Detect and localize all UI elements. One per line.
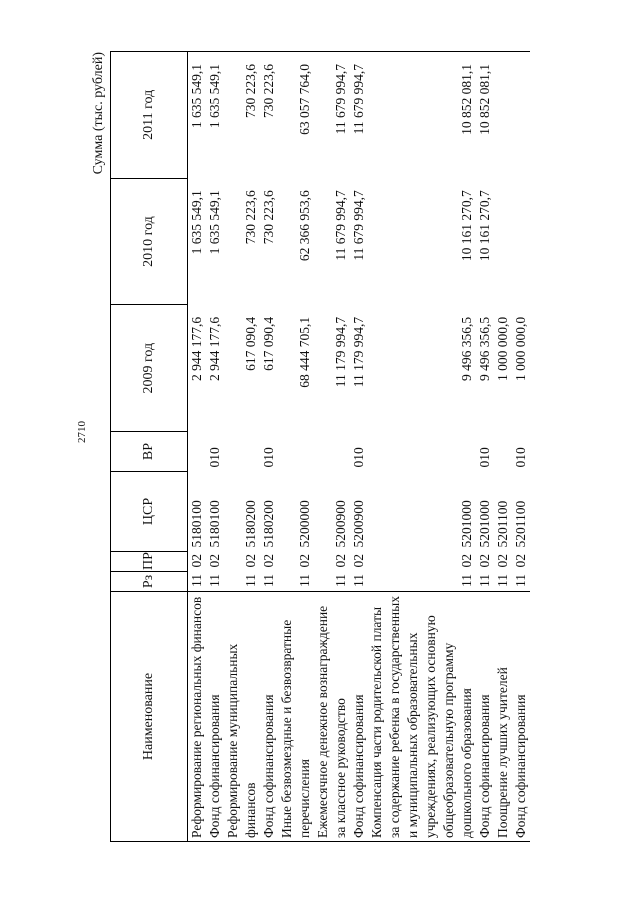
row-vr: [188, 432, 207, 472]
row-2010: 1 635 549,1: [207, 190, 222, 255]
header-csr: ЦСР: [111, 472, 188, 552]
row-2010: 11 679 994,7: [351, 190, 366, 261]
row-vr: 010: [477, 447, 492, 468]
row-name: Реформирование муниципальных финансов: [224, 592, 260, 842]
row-2009: 2 944 177,6: [207, 316, 222, 381]
row-rz: 11: [495, 574, 510, 587]
row-rz: 11: [207, 574, 222, 587]
row-2011: 11 679 994,7: [314, 52, 350, 179]
row-2011: 730 223,6: [260, 52, 278, 179]
row-name: Фонд софинансирования: [512, 592, 530, 842]
row-2009: 11 179 994,7: [333, 316, 348, 388]
row-pr: 02: [261, 554, 276, 568]
row-2010: 1 635 549,1: [189, 190, 204, 255]
row-csr: 5200900: [351, 500, 366, 548]
row-pr: 02: [207, 554, 222, 568]
row-2011: 730 223,6: [224, 52, 260, 179]
table-row: [476, 52, 494, 842]
row-2011: 10 852 081,1: [476, 52, 494, 179]
table-row: [350, 52, 368, 842]
row-vr: 010: [207, 447, 222, 468]
table-header-row: [111, 52, 188, 842]
row-2009: 11 179 994,7: [351, 316, 366, 388]
row-rz: 11: [243, 574, 258, 587]
row-rz: 11: [459, 574, 474, 587]
row-pr: 02: [477, 554, 492, 568]
row-2009: 1 000 000,0: [513, 316, 528, 381]
row-csr: 5200900: [333, 500, 348, 548]
row-2011: 1 635 549,1: [188, 52, 207, 179]
header-pr: ПР: [111, 552, 188, 572]
table-row: [188, 52, 207, 842]
row-csr: 5201000: [477, 500, 492, 548]
row-2011: [494, 52, 512, 179]
header-2009: 2009 год: [111, 305, 188, 432]
row-name: Поощрение лучших учителей: [494, 592, 512, 842]
row-pr: 02: [513, 554, 528, 568]
row-pr: 02: [459, 554, 474, 568]
row-2010: 730 223,6: [243, 190, 258, 245]
row-vr: [368, 432, 476, 472]
row-2010: 10 161 270,7: [459, 190, 474, 262]
row-csr: 5180200: [243, 500, 258, 548]
row-2011: [512, 52, 530, 179]
header-name: Наименование: [111, 592, 188, 842]
row-vr: 010: [261, 447, 276, 468]
row-csr: 5201000: [459, 500, 474, 548]
row-rz: 11: [261, 574, 276, 587]
row-2011: 63 057 764,0: [278, 52, 314, 179]
row-pr: 02: [189, 554, 204, 568]
header-2010: 2010 год: [111, 178, 188, 305]
table-row: [512, 52, 530, 842]
table-row: [224, 52, 260, 842]
header-2011: 2011 год: [111, 52, 188, 179]
row-name: Фонд софинансирования: [206, 592, 224, 842]
row-name: Реформирование региональных финансов: [188, 592, 207, 842]
row-csr: 5180100: [189, 500, 204, 548]
row-name: Фонд софинансирования: [260, 592, 278, 842]
row-2010: 11 679 994,7: [333, 190, 348, 261]
row-csr: 5180200: [261, 500, 276, 548]
row-name: Иные безвозмездные и безвозвратные перечисления: [278, 592, 314, 842]
row-csr: 5200000: [297, 500, 312, 548]
row-name: Компенсация части родительской платы за содержание ребенка в государственных и муниципальных образовательных учреждениях, реализующих основную общеобразовательную программу дошкольного образования: [368, 592, 476, 842]
row-2009: 68 444 705,1: [297, 316, 312, 388]
row-2010: 62 366 953,6: [297, 190, 312, 262]
row-pr: 02: [297, 554, 312, 568]
row-vr: [278, 432, 314, 472]
row-csr: 5180100: [207, 500, 222, 548]
row-2010: 10 161 270,7: [477, 190, 492, 262]
row-2010: [494, 178, 512, 305]
row-2010: [512, 178, 530, 305]
row-2009: 2 944 177,6: [189, 316, 204, 381]
rotated-page-content: [90, 52, 545, 842]
row-csr: 5201100: [513, 500, 528, 548]
header-vr: ВР: [111, 432, 188, 472]
row-vr: 010: [351, 447, 366, 468]
row-2009: 617 090,4: [261, 316, 276, 371]
row-2010: 730 223,6: [261, 190, 276, 245]
row-vr: 010: [513, 447, 528, 468]
table-row: [368, 52, 476, 842]
row-rz: 11: [189, 574, 204, 587]
row-vr: [494, 432, 512, 472]
row-pr: 02: [333, 554, 348, 568]
row-2009: 9 496 356,5: [477, 316, 492, 381]
row-name: Фонд софинансирования: [476, 592, 494, 842]
row-name: Ежемесячное денежное вознаграждение за классное руководство: [314, 592, 350, 842]
row-pr: 02: [351, 554, 366, 568]
row-rz: 11: [351, 574, 366, 587]
table-row: [206, 52, 224, 842]
row-2009: 617 090,4: [243, 316, 258, 371]
row-2009: 9 496 356,5: [459, 316, 474, 381]
budget-table: [110, 51, 530, 842]
table-row: [494, 52, 512, 842]
row-rz: 11: [477, 574, 492, 587]
header-rz: Рз: [111, 572, 188, 592]
row-vr: [224, 432, 260, 472]
row-rz: 11: [513, 574, 528, 587]
units-label: Сумма (тыс. рублей): [91, 52, 106, 175]
table-row: [260, 52, 278, 842]
row-rz: 11: [297, 574, 312, 587]
page-number: 2710: [76, 421, 88, 443]
row-2011: 11 679 994,7: [350, 52, 368, 179]
row-csr: 5201100: [495, 500, 510, 548]
row-vr: [314, 432, 350, 472]
row-2009: 1 000 000,0: [495, 316, 510, 381]
table-row: [278, 52, 314, 842]
row-2011: 1 635 549,1: [206, 52, 224, 179]
row-pr: 02: [243, 554, 258, 568]
row-rz: 11: [333, 574, 348, 587]
table-row: [314, 52, 350, 842]
row-pr: 02: [495, 554, 510, 568]
row-name: Фонд софинансирования: [350, 592, 368, 842]
row-2011: 10 852 081,1: [368, 52, 476, 179]
